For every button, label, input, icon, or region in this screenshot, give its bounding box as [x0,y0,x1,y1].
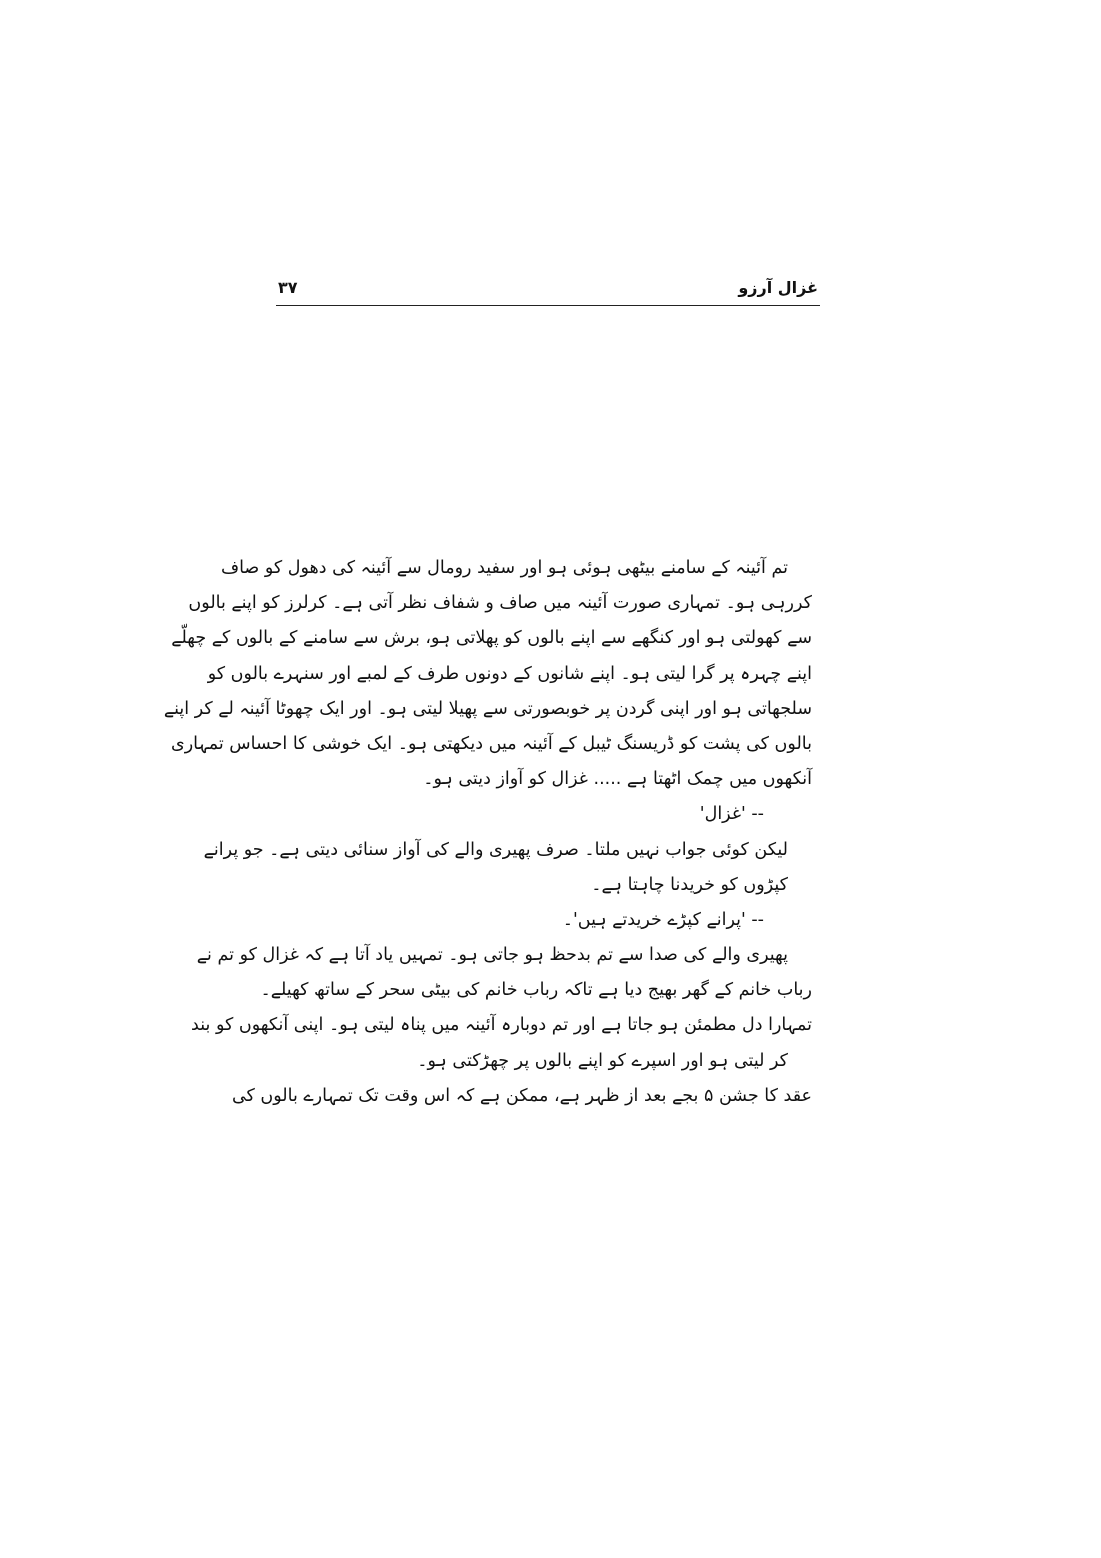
text-line: لیکن کوئی جواب نہیں ملتا۔ صرف پھیری والے کی آواز سنائی دیتی ہے۔ جو پرانے [203,839,788,860]
text-line: سے کھولتی ہو اور کنگھے سے اپنے بالوں کو پھلاتی ہو، برش سے سامنے کے بالوں کے چھلّے [171,628,812,649]
text-line: تمہارا دل مطمئن ہو جاتا ہے اور تم دوبارہ آئینہ میں پناہ لیتی ہو۔ اپنی آنکھوں کو بند [191,1015,812,1036]
dialogue-line: -- 'پرانے کپڑے خریدتے ہیں'۔ [562,909,764,930]
book-title: غزال آرزو [738,278,818,297]
running-header [278,276,818,306]
dialogue-line: -- 'غزال' [699,804,764,825]
text-line: کپڑوں کو خریدنا چاہتا ہے۔ [591,874,788,895]
text-line: اپنے چہرہ پر گرا لیتی ہو۔ اپنے شانوں کے دونوں طرف کے لمبے اور سنہرے بالوں کو [207,663,812,684]
page-number: ۳۷ [278,278,298,297]
body-text [163,551,812,1114]
text-line: سلجھاتی ہو اور اپنی گردن پر خوبصورتی سے پھیلا لیتی ہو۔ اور ایک چھوٹا آئینہ لے کر اپنے [163,698,812,719]
text-line: عقد کا جشن ۵ بجے بعد از ظہر ہے، ممکن ہے کہ اس وقت تک تمہارے بالوں کی [231,1085,812,1106]
text-line: آنکھوں میں چمک اٹھتا ہے ..... غزال کو آواز دیتی ہو۔ [423,769,812,790]
text-line: کر لیتی ہو اور اسپرے کو اپنے بالوں پر چھڑکتی ہو۔ [417,1050,788,1071]
text-line: کررہی ہو۔ تمہاری صورت آئینہ میں صاف و شفاف نظر آتی ہے۔ کرلرز کو اپنے بالوں [188,593,812,614]
text-line: پھیری والے کی صدا سے تم بدحظ ہو جاتی ہو۔ تمہیں یاد آتا ہے کہ غزال کو تم نے [196,945,788,966]
text-line: رباب خانم کے گھر بھیج دیا ہے تاکہ رباب خانم کی بیٹی سحر کے ساتھ کھیلے۔ [260,980,812,1001]
header-divider [276,305,820,306]
text-line: بالوں کی پشت کو ڈریسنگ ٹیبل کے آئینہ میں دیکھتی ہو۔ ایک خوشی کا احساس تمہاری [171,733,812,754]
text-line: تم آئینہ کے سامنے بیٹھی ہوئی ہو اور سفید رومال سے آئینہ کی دھول کو صاف [220,558,788,578]
